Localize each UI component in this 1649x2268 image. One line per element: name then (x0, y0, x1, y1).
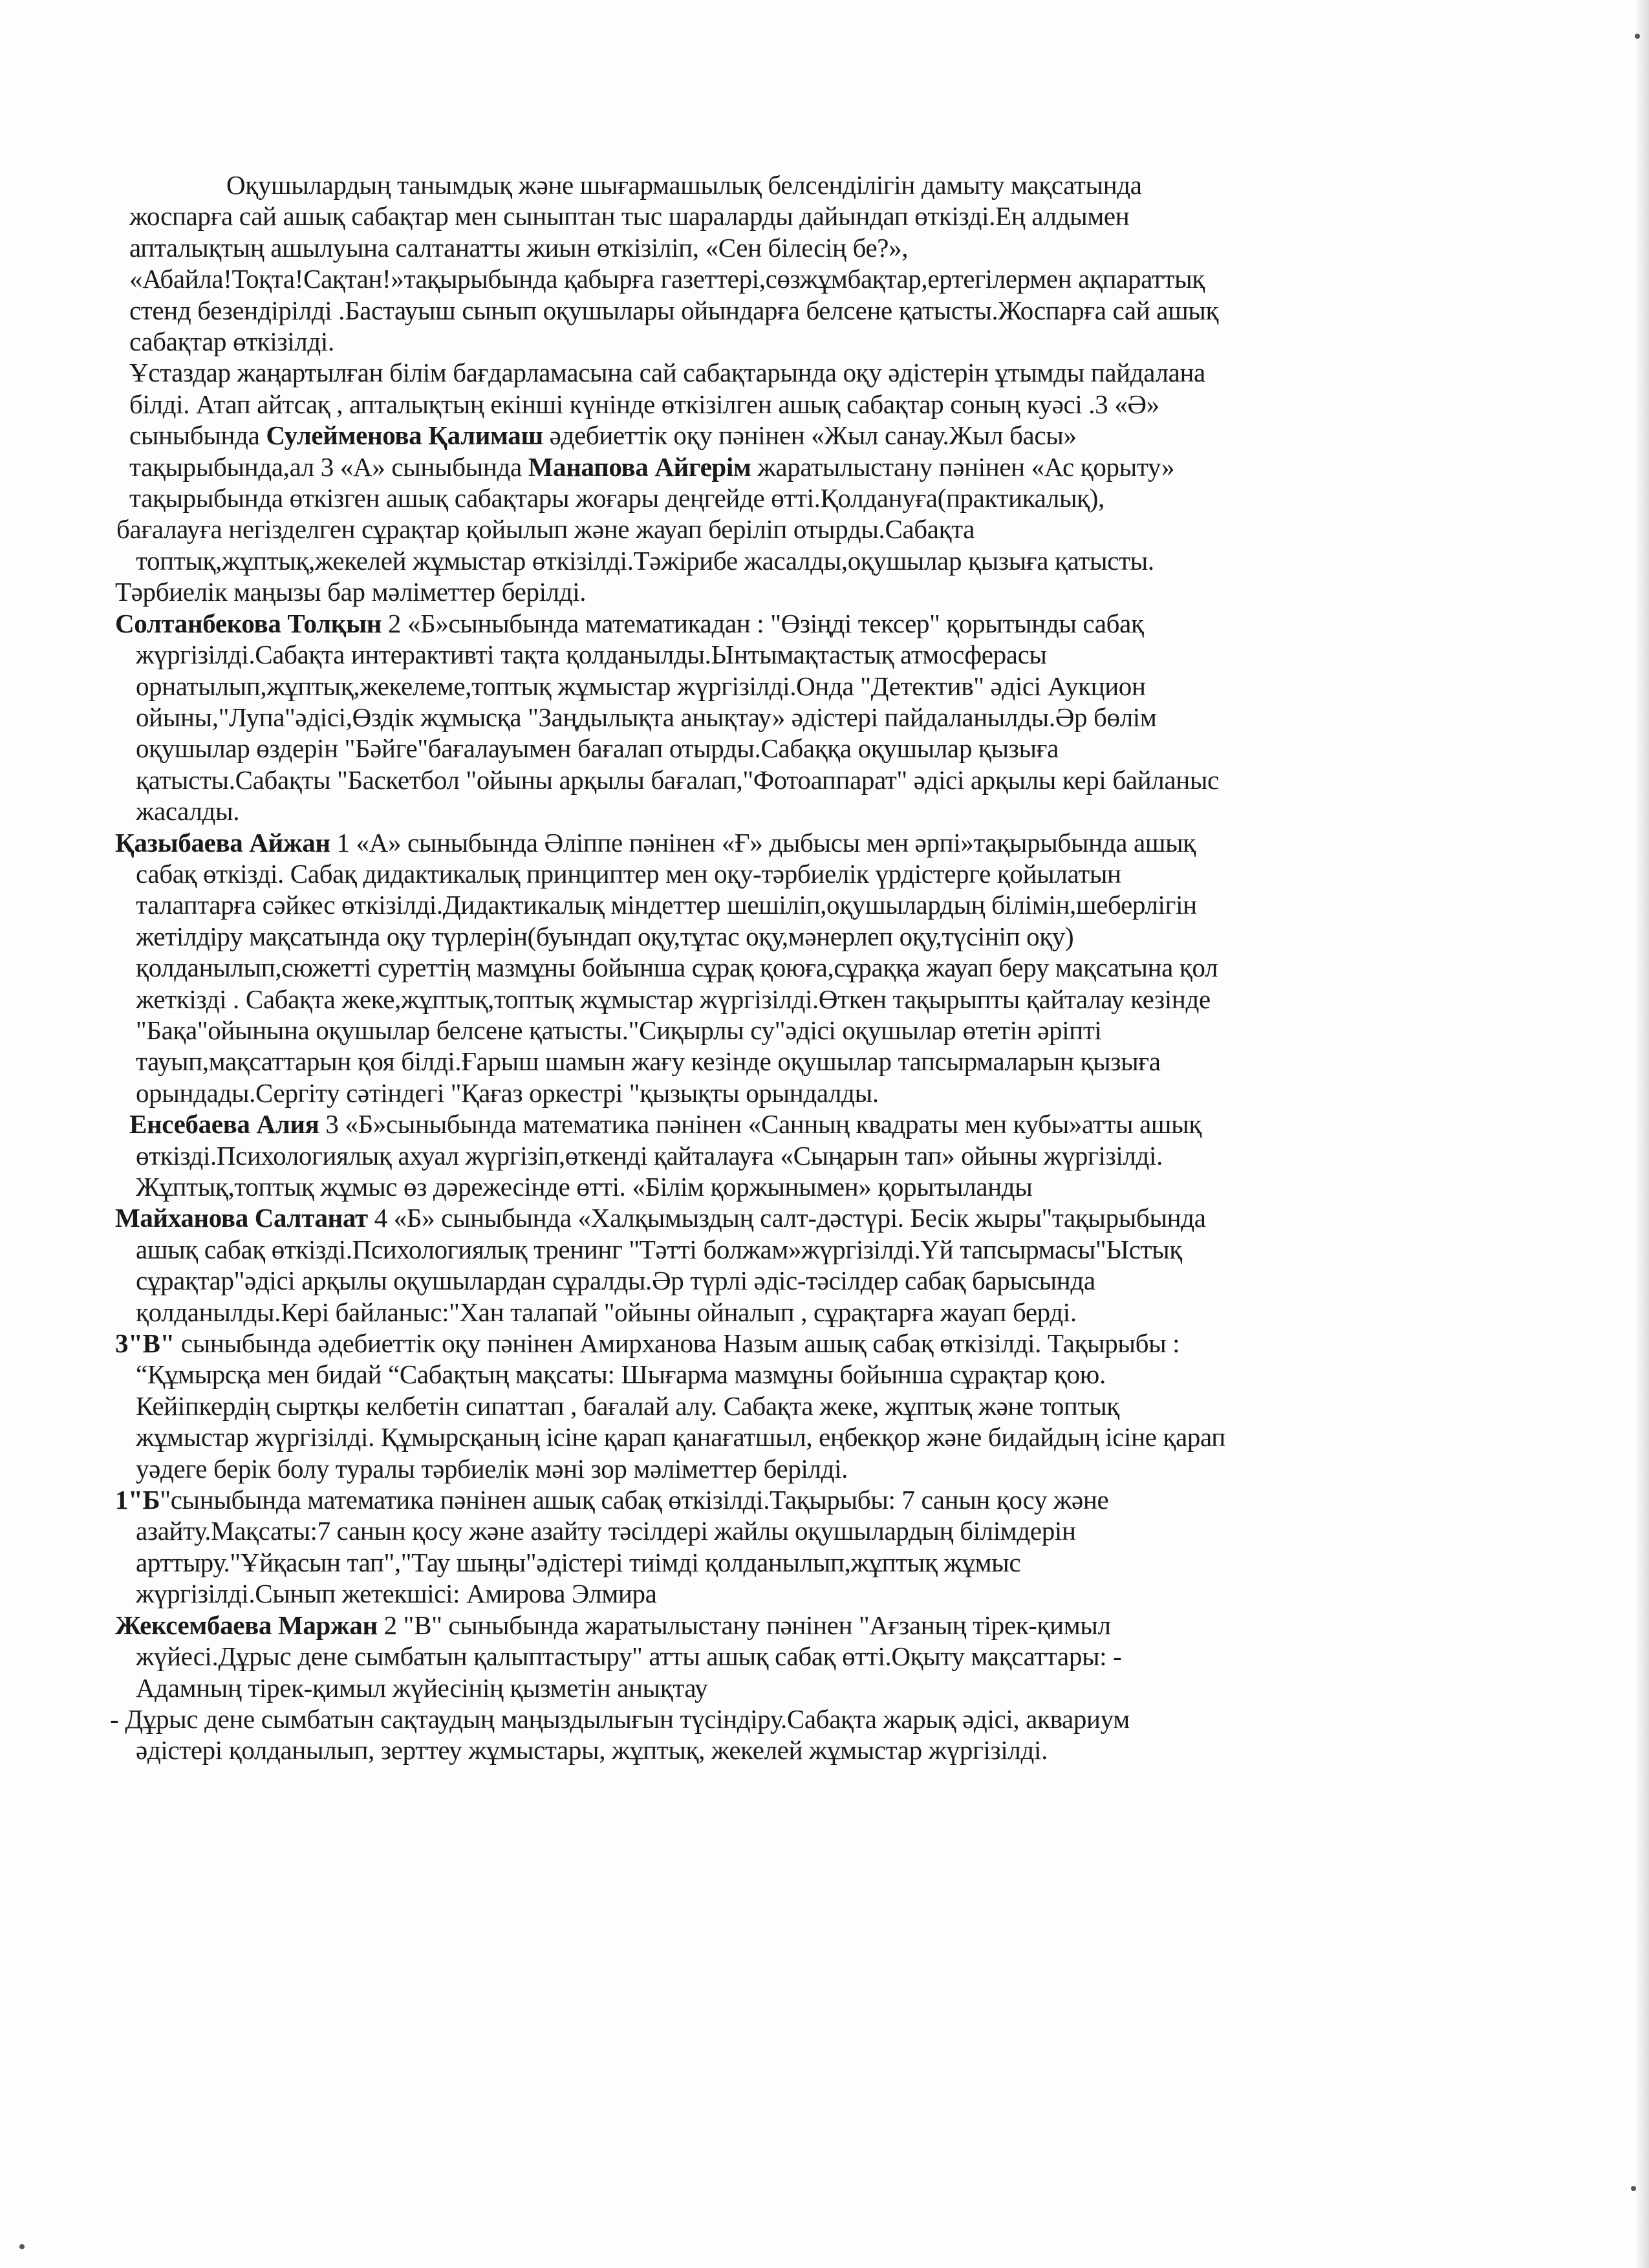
text-line (110, 795, 1520, 826)
text-line (110, 326, 1520, 357)
text-run: жеткізді . Сабақта жеке,жұптық,топтық жұмыстар жүргізілді.Өткен тақырыпты қайталау кезінде (136, 984, 1211, 1014)
text-line (110, 1140, 1520, 1171)
text-line (110, 827, 1520, 858)
bold-name: Манапова Айгерім (528, 451, 751, 482)
text-run: Ұстаздар жаңартылған білім бағдарламасына сай сабақтарында оқу әдістерін ұтымды пайдалана (129, 358, 1205, 388)
text-line (110, 1610, 1520, 1641)
text-line (110, 733, 1520, 764)
text-line (110, 1015, 1520, 1046)
text-run: “Құмырсқа мен бидай “Сабақтың мақсаты: Шығарма мазмұны бойынша сұрақтар қою. (136, 1359, 1106, 1390)
text-run: уәдеге берік болу туралы тәрбиелік мәні зор мәліметтер берілді. (136, 1453, 848, 1484)
text-run: - Дұрыс дене сымбатын сақтаудың маңыздылығын түсіндіру.Сабақта жарық әдісі, аквариум (110, 1703, 1130, 1734)
text-line (110, 1515, 1520, 1546)
text-run: 3 «Б»сыныбында математика пәнінен «Санның квадраты мен кубы»атты ашық (319, 1109, 1202, 1139)
bold-name: 3"В" (115, 1328, 175, 1359)
text-run: өткізді.Психологиялық ахуал жүргізіп,өткенді қайталауға «Сыңарын тап» ойыны жүргізілді. (136, 1140, 1163, 1171)
text-line (110, 420, 1520, 451)
text-line (110, 451, 1520, 482)
text-line (110, 1672, 1520, 1703)
text-line (110, 513, 1520, 545)
text-run: "Бақа"ойынына оқушылар белсене қатысты."Сиқырлы су"әдісі оқушылар өтетін әріпті (136, 1015, 1102, 1045)
text-line (110, 952, 1520, 983)
text-line (110, 1171, 1520, 1202)
text-line (110, 1703, 1520, 1734)
text-run: жетілдіру мақсатында оқу түрлерін(буындап оқу,тұтас оқу,мәнерлеп оқу,түсініп оқу) (136, 921, 1074, 951)
text-line (110, 389, 1520, 420)
text-line (110, 1453, 1520, 1484)
bold-name: Солтанбекова Толқын (115, 608, 382, 638)
text-run: жаратылыстану пәнінен «Ас қорыту» (751, 451, 1175, 482)
text-line (110, 1328, 1520, 1359)
text-run: сыныбында (129, 420, 266, 451)
text-run: Жұптық,топтық жұмыс өз дәрежесінде өтті. «Білім қоржынымен» қорытыланды (136, 1172, 1033, 1202)
scan-speck (19, 2244, 25, 2249)
text-run: Тәрбиелік маңызы бар мәліметтер берілді. (115, 577, 587, 607)
text-line (110, 1641, 1520, 1672)
document-body (110, 169, 1520, 1766)
text-run: қолданылды.Кері байланыс:"Хан талапай "ойыны ойналып , сұрақтарға жауап берді. (136, 1297, 1077, 1327)
bold-name: Қазыбаева Айжан (115, 827, 330, 858)
text-line (110, 200, 1520, 232)
text-line (110, 702, 1520, 733)
text-line (110, 1265, 1520, 1296)
text-run: әдебиеттік оқу пәнінен «Жыл санау.Жыл басы» (543, 420, 1077, 451)
text-line (110, 1578, 1520, 1609)
text-line (110, 263, 1520, 294)
text-line (110, 576, 1520, 607)
text-line (110, 232, 1520, 263)
text-line (110, 1077, 1520, 1108)
text-run: Адамның тірек-қимыл жүйесінің қызметін анықтау (136, 1672, 708, 1703)
scan-speck (1631, 2186, 1636, 2191)
text-line (110, 671, 1520, 702)
bold-name: Сулейменова Қалимаш (266, 420, 543, 451)
bold-name: Майханова Салтанат (115, 1203, 368, 1233)
text-run: 2 «Б»сыныбында математикадан : "Өзіңді тексер" қорытынды сабақ (382, 608, 1144, 638)
text-run: ойыны,"Лупа"әдісі,Өздік жұмысқа "Заңдылықта анықтау» әдістері пайдаланылды.Әр бөлім (136, 702, 1157, 732)
text-line (110, 1234, 1520, 1265)
text-run: әдістері қолданылып, зерттеу жұмыстары, жұптық, жекелей жұмыстар жүргізілді. (136, 1735, 1048, 1766)
text-run: «Абайла!Тоқта!Сақтан!»тақырыбында қабырға газеттері,сөзжұмбақтар,ертегілермен ақпараттық (129, 264, 1205, 294)
text-run: 1 «А» сыныбында Әліппе пәнінен «Ғ» дыбысы мен әрпі»тақырыбында ашық (330, 827, 1196, 858)
text-run: "сыныбында математика пәнінен ашық сабақ өткізілді.Тақырыбы: 7 санын қосу және (160, 1485, 1109, 1515)
text-run: тауып,мақсаттарын қоя білді.Ғарыш шамын жағу кезінде оқушылар тапсырмаларын қызыға (136, 1046, 1161, 1077)
text-run: 4 «Б» сыныбында «Халқымыздың салт-дәстүрі. Бесік жыры"тақырыбында (367, 1203, 1206, 1233)
text-run: сыныбында әдебиеттік оқу пәнінен Амирханова Назым ашық сабақ өткізілді. Тақырыбы : (174, 1328, 1180, 1359)
text-line (110, 858, 1520, 889)
text-line (110, 357, 1520, 388)
text-run: орындады.Сергіту сәтіндегі "Қағаз оркестрі "қызықты орындалды. (136, 1077, 879, 1108)
text-line (110, 1390, 1520, 1421)
text-run: тақырыбында,ал 3 «А» сыныбында (129, 451, 528, 482)
text-line (110, 545, 1520, 576)
text-line (110, 1202, 1520, 1233)
text-run: талаптарға сәйкес өткізілді.Дидактикалық міндеттер шешіліп,оқушылардың білімін,шеберлігін (136, 890, 1197, 920)
bold-name: Жексембаева Маржан (115, 1610, 378, 1640)
text-line (110, 608, 1520, 639)
text-run: сабақ өткізді. Сабақ дидактикалық принциптер мен оқу-тәрбиелік үрдістерге қойылатын (136, 858, 1121, 889)
text-line (110, 639, 1520, 670)
bold-name: 1"Б (115, 1485, 160, 1515)
text-run: жүргізілді.Сабақта интерактивті тақта қолданылды.Ынтымақтастық атмосферасы (136, 640, 1047, 670)
scan-speck (1635, 34, 1640, 39)
text-run: бағалауға негізделген сұрақтар қойылып және жауап беріліп отырды.Сабақта (116, 514, 975, 545)
text-line (110, 1108, 1520, 1139)
text-run: орнатылып,жұптық,жекелеме,топтық жұмыстар жүргізілді.Онда "Детектив" әдісі Аукцион (136, 671, 1146, 701)
text-run: апталықтың ашылуына салтанатты жиын өткізіліп, «Сен білесің бе?», (129, 232, 909, 263)
text-line (110, 1421, 1520, 1453)
text-run: жасалды. (136, 796, 240, 826)
text-line (110, 1734, 1520, 1766)
text-run: жүйесі.Дұрыс дене сымбатын қалыптастыру" атты ашық сабақ өтті.Оқыту мақсаттары: - (136, 1641, 1122, 1672)
text-run: білді. Атап айтсақ , апталықтың екінші күнінде өткізілген ашық сабақтар соның куәсі .3 «Ә» (129, 389, 1159, 419)
text-run: жүргізілді.Сынып жетекшісі: Амирова Элмира (136, 1579, 657, 1609)
text-line (110, 295, 1520, 326)
text-line (110, 1359, 1520, 1390)
text-run: тақырыбында өткізген ашық сабақтары жоғары деңгейде өтті.Қолдануға(практикалық), (129, 483, 1105, 513)
text-line (110, 764, 1520, 795)
text-run: 2 "В" сыныбында жаратылыстану пәнінен "Ағзаның тірек-қимыл (377, 1610, 1111, 1640)
text-run: жұмыстар жүргізілді. Құмырсқаның ісіне қарап қанағатшыл, еңбекқор және бидайдың ісіне қарап (136, 1422, 1225, 1453)
text-run: сұрақтар"әдісі арқылы оқушылардан сұралды.Әр түрлі әдіс-тәсілдер сабақ барысында (136, 1266, 1095, 1296)
text-line (110, 1547, 1520, 1578)
text-run: оқушылар өздерін "Бәйге"бағалауымен бағалап отырды.Сабаққа оқушылар қызыға (136, 733, 1059, 764)
text-line (110, 169, 1520, 200)
text-run: сабақтар өткізілді. (129, 327, 334, 357)
text-run: ашық сабақ өткізді.Психологиялық тренинг "Тәтті болжам»жүргізілді.Үй тапсырмасы"Ыстық (136, 1234, 1182, 1264)
text-line (110, 1297, 1520, 1328)
scan-edge-shadow (1635, 0, 1649, 2268)
bold-name: Енсебаева Алия (129, 1109, 319, 1139)
text-run: азайту.Мақсаты:7 санын қосу және азайту тәсілдері жайлы оқушылардың білімдерін (136, 1516, 1076, 1546)
text-run: Кейіпкердің сыртқы келбетін сипаттап , бағалай алу. Сабақта жеке, жұптық және топтық (136, 1390, 1119, 1421)
text-line (110, 921, 1520, 952)
text-run: Оқушылардың танымдық және шығармашылық белсенділігін дамыту мақсатында (226, 170, 1142, 200)
text-run: қатысты.Сабақты "Баскетбол "ойыны арқылы бағалап,"Фотоаппарат" әдісі арқылы кері байланыс (136, 764, 1219, 795)
text-line (110, 482, 1520, 513)
text-run: қолданылып,сюжетті суреттің мазмұны бойынша сұрақ қоюға,сұраққа жауап беру мақсатына қол (136, 953, 1218, 983)
text-run: арттыру."Ұйқасын тап","Тау шыңы"әдістері тиімді қолданылып,жұптық жұмыс (136, 1547, 1021, 1577)
text-line (110, 1484, 1520, 1515)
text-line (110, 984, 1520, 1015)
text-run: топтық,жұптық,жекелей жұмыстар өткізілді.Тәжірибе жасалды,оқушылар қызыға қатысты. (136, 545, 1154, 576)
text-line (110, 1046, 1520, 1077)
text-run: стенд безендірілді .Бастауыш сынып оқушылары ойындарға белсене қатысты.Жоспарға сай ашық (129, 295, 1219, 325)
text-line (110, 889, 1520, 920)
text-run: жоспарға сай ашық сабақтар мен сыныптан тыс шараларды дайындап өткізді.Ең алдымен (129, 201, 1130, 232)
